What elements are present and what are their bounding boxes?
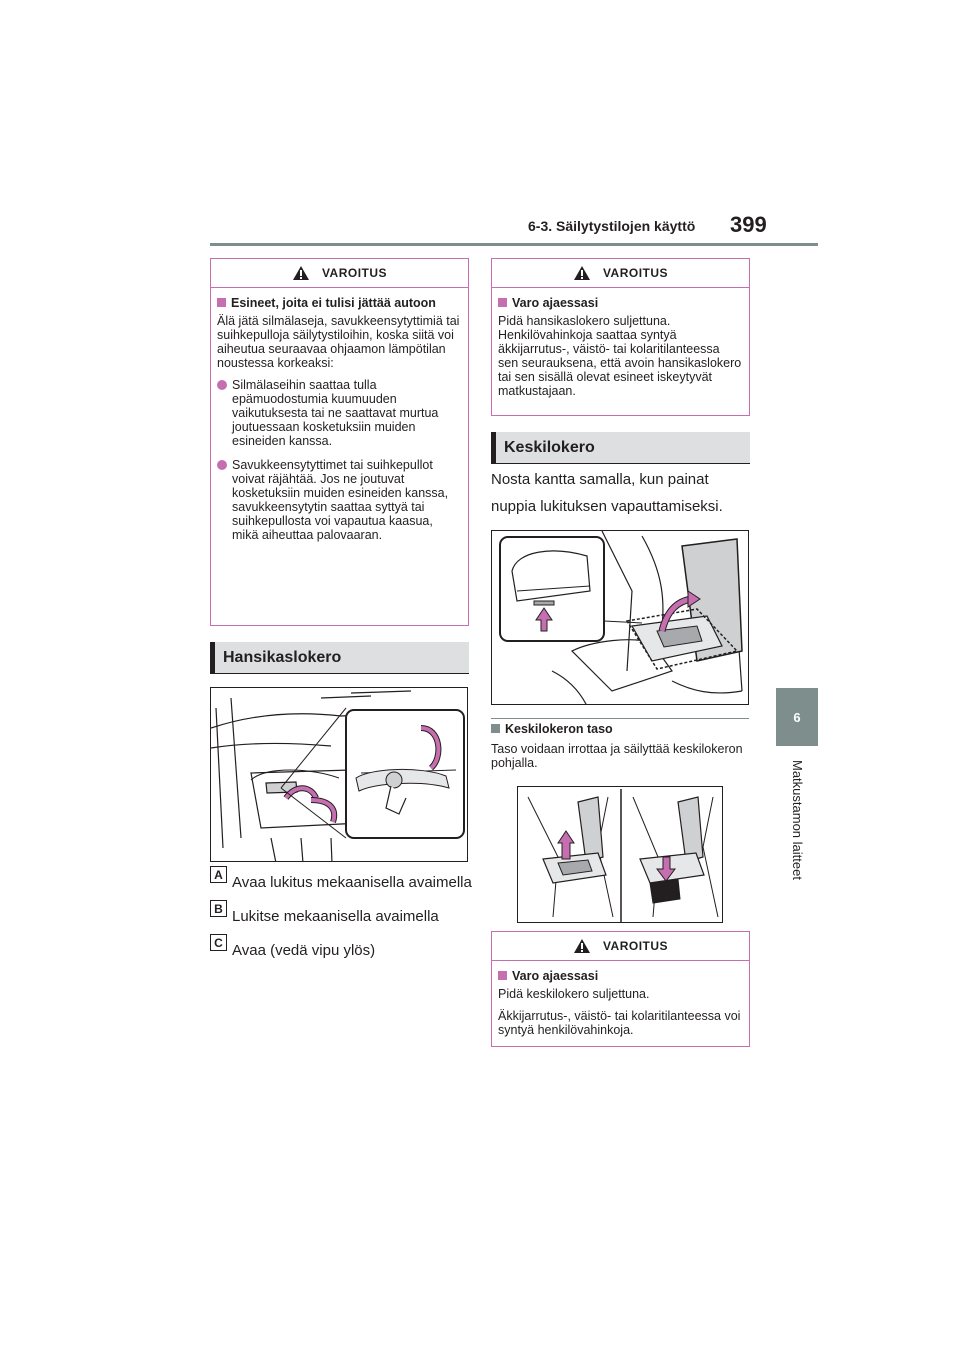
- warning-title: VAROITUS: [602, 266, 669, 280]
- section-heading-console: Keskilokero: [491, 432, 750, 464]
- page-number: 399: [730, 212, 767, 237]
- warning-triangle-icon: [292, 265, 310, 281]
- header-rule: [210, 243, 818, 246]
- warning-box-glovebox: [491, 258, 750, 416]
- legend-item-c: C Avaa (vedä vipu ylös): [210, 938, 472, 964]
- warning-paragraph: Pidä keskilokero suljettuna.: [498, 987, 650, 1001]
- warning-paragraph: Pidä hansikaslokero suljettuna. Henkilövahinkoja saattaa syntyä äkkijarrutus-, väistö- tai kolaritilanteessa sen seurauksena, että avoin hansikaslokero tai sen sisällä olevat esineet iskeytyvät matkustajaan.: [498, 314, 742, 398]
- warning-paragraph: Älä jätä silmälaseja, savukkeensytyttimiä tai suihkepulloja säilytystiloihin, koska siitä voi aiheutua seuraavaa ohjaamon lämpötilan noustessa korkeaksi:: [217, 314, 460, 370]
- circle-bullet-icon: [217, 460, 227, 470]
- console-instruction: Nosta kantta samalla, kun painat nuppia lukituksen vapauttamiseksi.: [491, 471, 723, 515]
- warning-triangle-icon: [573, 265, 591, 281]
- square-bullet-icon: [491, 724, 500, 733]
- square-bullet-icon: [217, 298, 226, 307]
- console-drawing: [492, 531, 749, 705]
- legend-item-a: A Avaa lukitus mekaanisella avaimella: [210, 870, 472, 896]
- glovebox-illustration: [210, 687, 468, 862]
- section-title: 6-3. Säilytystilojen käyttö: [528, 218, 696, 234]
- chapter-title: Matkustamon laitteet: [790, 760, 805, 880]
- warning-heading: Varo ajaessasi: [498, 296, 743, 310]
- warning-header: [211, 259, 468, 288]
- warning-paragraph: Äkkijarrutus-, väistö- tai kolaritilanteessa voi syntyä henkilövahinkoja.: [498, 1009, 741, 1037]
- warning-header: [492, 259, 749, 288]
- tray-illustration: [517, 786, 723, 923]
- subsection-text: Taso voidaan irrottaa ja säilyttää keskilokeron pohjalla.: [491, 742, 743, 770]
- glovebox-legend: [210, 867, 472, 964]
- square-bullet-icon: [498, 298, 507, 307]
- warning-bullet: Savukkeensytyttimet tai suihkepullot voivat räjähtää. Jos ne joutuvat kosketuksiin muiden esineiden kanssa, savukkeensytytin saattaa syttyä tai suihkepullosta voi vapautua kaasua, mikä aiheuttaa palovaaran.: [217, 458, 462, 542]
- warning-heading: Varo ajaessasi: [498, 969, 743, 983]
- warning-header: [492, 932, 749, 961]
- square-bullet-icon: [498, 971, 507, 980]
- subsection-rule: [491, 718, 749, 719]
- section-heading-glovebox: Hansikaslokero: [210, 642, 469, 674]
- warning-box-objects: [210, 258, 469, 626]
- circle-bullet-icon: [217, 380, 227, 390]
- console-illustration: [491, 530, 749, 705]
- warning-title: VAROITUS: [602, 939, 669, 953]
- warning-title: VAROITUS: [321, 266, 388, 280]
- legend-item-b: B Lukitse mekaanisella avaimella: [210, 904, 472, 930]
- warning-box-console: [491, 931, 750, 1047]
- warning-heading: Esineet, joita ei tulisi jättää autoon: [217, 296, 462, 310]
- tray-drawing: [518, 787, 723, 923]
- subsection-heading: Keskilokeron taso: [491, 722, 753, 736]
- warning-bullet: Silmälaseihin saattaa tulla epämuodostumia kuumuuden vaikutuksesta tai ne saattavat murtua joutuessaan kosketuksiin muiden esineiden kanssa.: [217, 378, 462, 448]
- glovebox-drawing: [211, 688, 468, 862]
- warning-triangle-icon: [573, 938, 591, 954]
- chapter-tab: 6: [776, 688, 818, 746]
